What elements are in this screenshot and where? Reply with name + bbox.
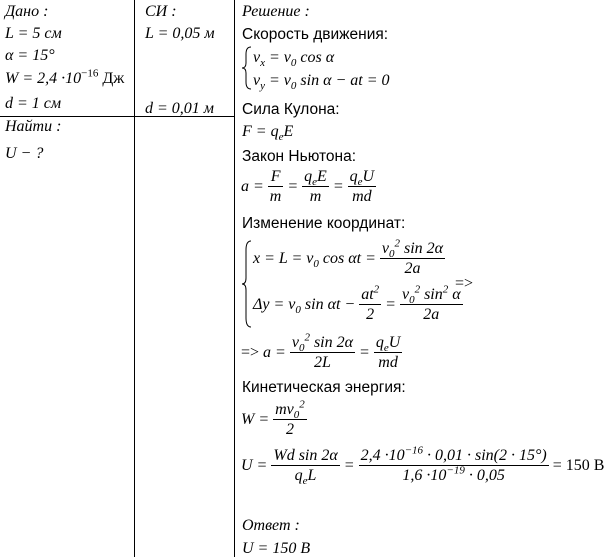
find-header: Найти : (5, 118, 62, 135)
implies-arrow: => (455, 275, 474, 292)
answer-value: U = 150 В (242, 540, 311, 557)
find-value: U − ? (5, 145, 44, 162)
column-divider-1 (134, 0, 135, 557)
coulomb-equation: $F = q_eE$ (242, 123, 294, 144)
energy-equation: W = $\frac{mv_0^2}{2}$ (241, 398, 305, 439)
given-header: Дано : (5, 3, 49, 20)
given-energy-main: W = 2,4 ·10 (5, 70, 82, 87)
answer-header: Ответ : (242, 517, 300, 534)
vx-equation: $v_x = v_0$ cos α (253, 49, 335, 70)
si-length: L = 0,05 м (145, 25, 215, 42)
coulomb-heading: Сила Кулона: (242, 101, 340, 118)
newton-equation: a = $\frac{F}{m}$ = $\frac{q_eE}{m}$ = $\frac{q_eU}{md}$ (241, 168, 375, 206)
vy-equation: $v_y = v_0$ sin α − at = 0 (253, 72, 390, 93)
given-energy (5, 67, 125, 87)
result-value: = 150 В (552, 456, 604, 474)
given-energy-unit: Дж (98, 70, 125, 87)
given-energy-exp: −16 (81, 67, 99, 80)
speed-system-brace (241, 46, 253, 90)
solution-header: Решение : (242, 3, 310, 20)
si-header: СИ : (145, 3, 177, 20)
si-distance: d = 0,01 м (145, 100, 215, 117)
given-angle: α = 15° (5, 47, 55, 64)
a-equation: => a = $\frac{v_0^2 \sin 2\alpha}{2L}$ = $\frac{q_eU}{md}$ (241, 331, 401, 372)
newton-heading: Закон Ньютона: (242, 148, 357, 165)
coords-heading: Изменение координат: (242, 215, 406, 232)
given-distance: d = 1 см (5, 95, 62, 112)
column-divider-2 (234, 0, 235, 557)
result-equation: U = $\frac{\text{Wd sin 2α}}{q_eL}$ = $\frac{2,4 \cdot 10^{-16} \cdot 0,01 \cdot \sin(2 \cdot 15^\circ)}{1,6 \cdot 10^{-19} \cdot 0,05}$ = 150 В (241, 444, 604, 488)
energy-heading: Кинетическая энергия: (242, 379, 406, 396)
y-equation: $\Delta y = v_0$ sin αt − $\frac{at^2}{2}$ = $\frac{v_0^2 \sin^2 \alpha}{2a}$ (253, 283, 461, 324)
speed-heading: Скорость движения: (242, 26, 389, 43)
given-length: L = 5 см (5, 25, 62, 42)
x-equation: $x = L = v_0$ cos αt = $\frac{v_0^2 \sin 2\alpha}{2a}$ (253, 237, 444, 278)
coords-system-brace (241, 240, 253, 328)
